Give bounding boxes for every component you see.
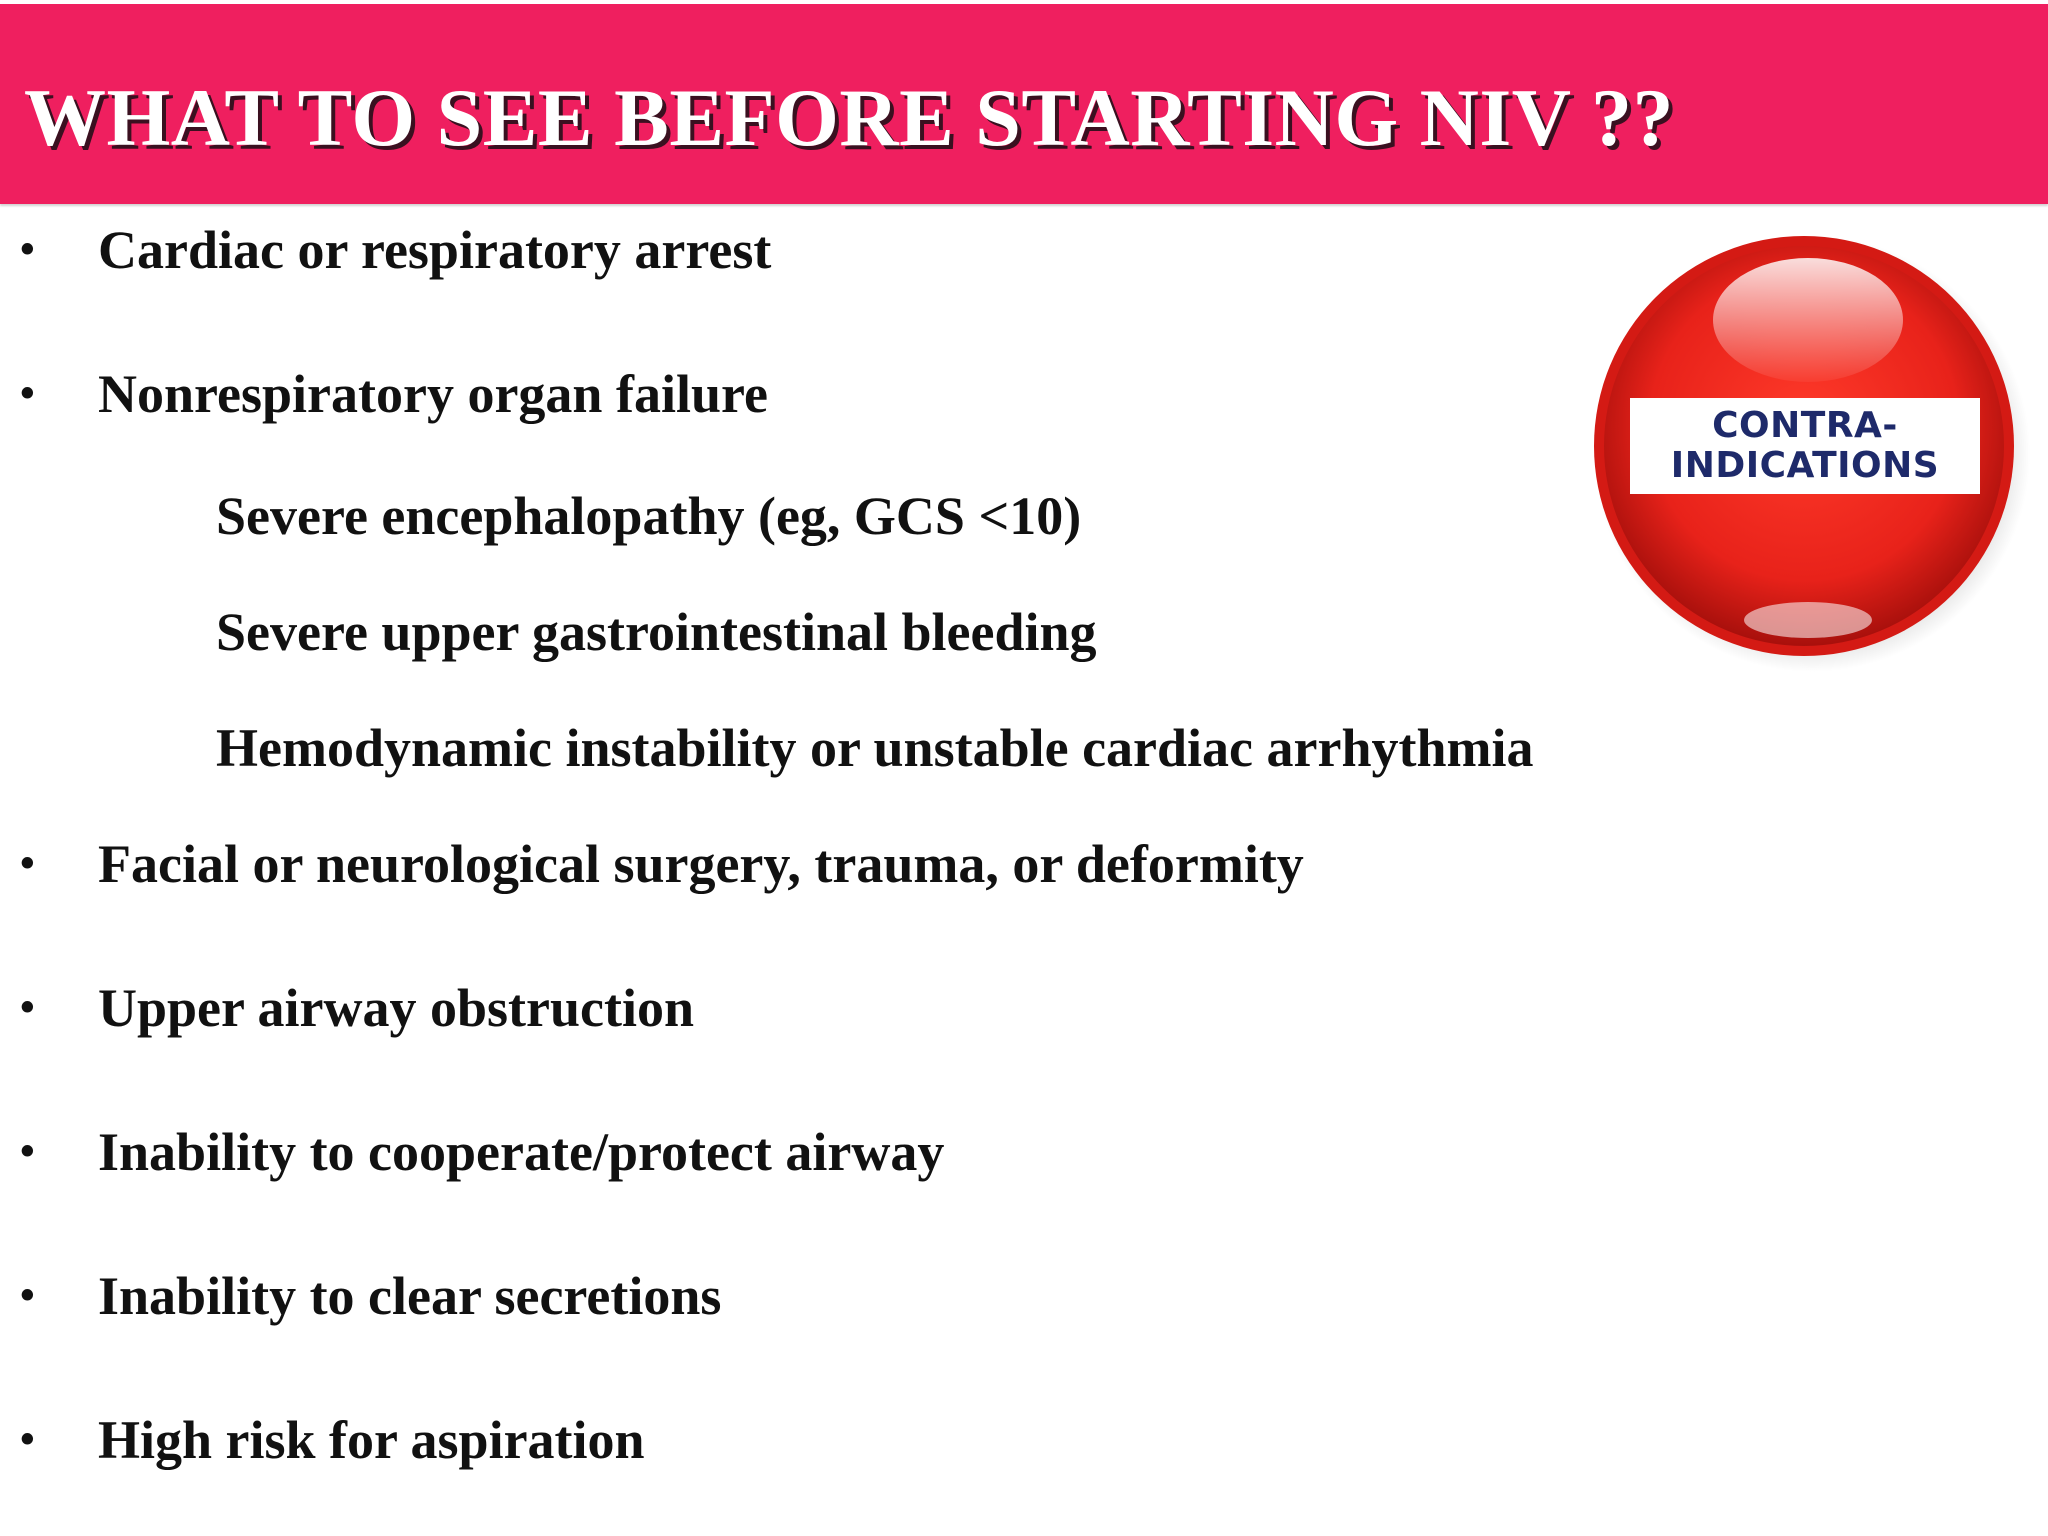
- list-item: [0, 362, 1500, 426]
- slide-title: WHAT TO SEE BEFORE STARTING NIV ??: [24, 72, 1675, 163]
- list-item-text: High risk for aspiration: [98, 1410, 645, 1470]
- list-item: [0, 1264, 1500, 1328]
- list-item-text: Cardiac or respiratory arrest: [98, 220, 772, 280]
- title-bar: [0, 4, 2048, 204]
- list-item: [0, 832, 1700, 896]
- sub-list-item: [0, 484, 1500, 548]
- sub-list-item-text: Severe upper gastrointestinal bleeding: [216, 602, 1097, 662]
- badge-label: [1630, 398, 1980, 494]
- list-item-text: Facial or neurological surgery, trauma, or deformity: [98, 834, 1304, 894]
- bullet-icon: •: [20, 1273, 35, 1319]
- sub-list-item-text: Hemodynamic instability or unstable cardiac arrhythmia: [216, 718, 1534, 778]
- bullet-icon: •: [20, 1129, 35, 1175]
- list-item: [0, 1120, 1500, 1184]
- list-item-text: Inability to clear secretions: [98, 1266, 722, 1326]
- list-item-text: Nonrespiratory organ failure: [98, 364, 768, 424]
- sub-list-item: [0, 600, 1500, 664]
- bullet-icon: •: [20, 985, 35, 1031]
- list-item-text: Inability to cooperate/protect airway: [98, 1122, 945, 1182]
- list-item: [0, 1408, 1500, 1472]
- bullet-icon: •: [20, 1417, 35, 1463]
- sub-list-item: [0, 716, 1700, 780]
- badge-line-1: CONTRA-: [1712, 405, 1898, 446]
- list-item: [0, 218, 1500, 282]
- bullet-icon: •: [20, 841, 35, 887]
- sub-list-item-text: Severe encephalopathy (eg, GCS <10): [216, 486, 1082, 546]
- bullet-icon: •: [20, 227, 35, 273]
- badge-line-2: INDICATIONS: [1670, 445, 1940, 486]
- list-item-text: Upper airway obstruction: [98, 978, 695, 1038]
- contraindications-badge: [1590, 232, 2030, 672]
- list-item: [0, 976, 1500, 1040]
- bullet-icon: •: [20, 371, 35, 417]
